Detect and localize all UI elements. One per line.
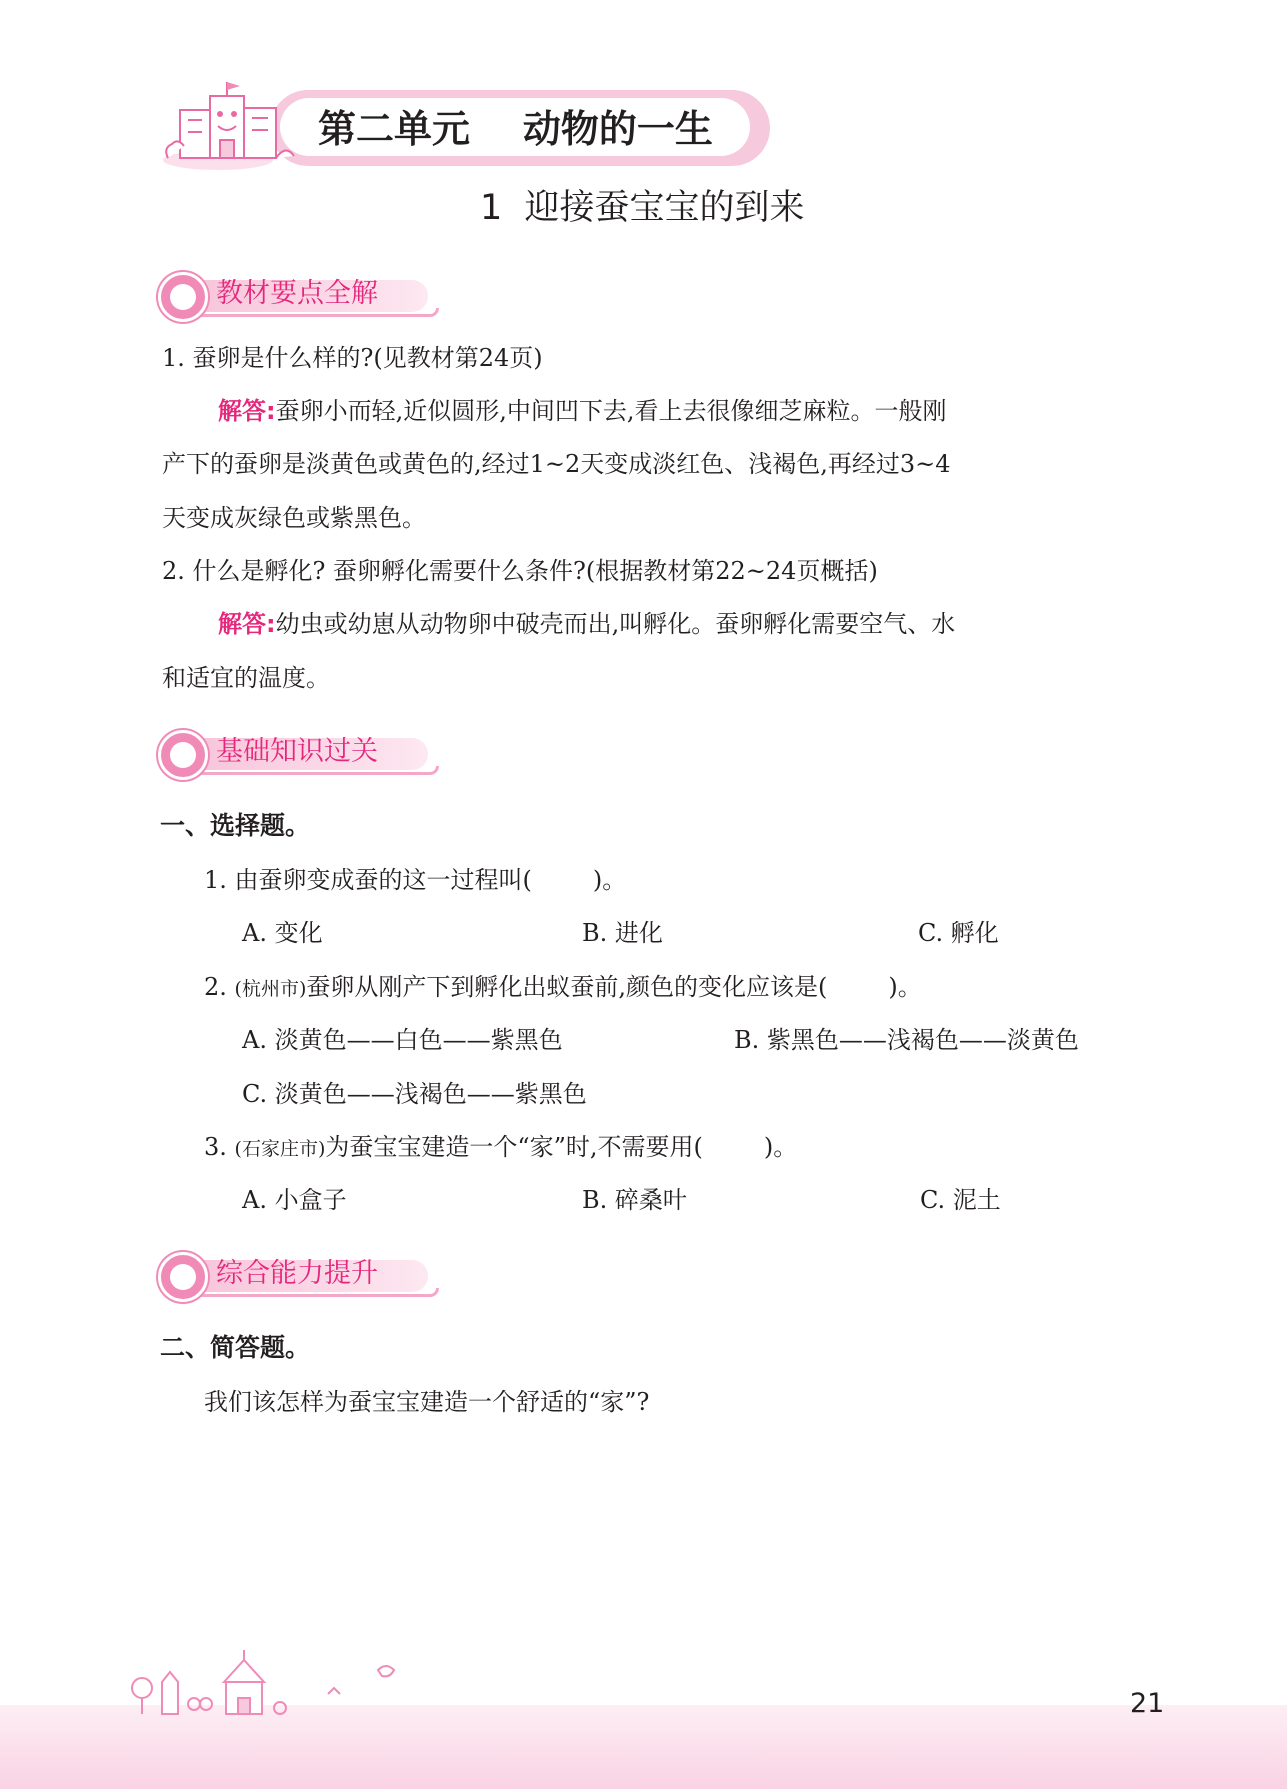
question-number: 3. xyxy=(204,1133,235,1161)
option-1c: C. 孵化 xyxy=(918,919,999,947)
option-2a: A. 淡黄色——白色——紫黑色 xyxy=(242,1026,563,1054)
choice-question-1: 1. 由蚕卵变成蚕的这一过程叫( )。 xyxy=(204,866,627,894)
answer-2-line-2: 和适宜的温度。 xyxy=(162,664,330,692)
owl-face-icon xyxy=(158,272,208,322)
lesson-title: 1 迎接蚕宝宝的到来 xyxy=(480,188,805,228)
option-1b: B. 进化 xyxy=(582,919,663,947)
answer-label: 解答: xyxy=(218,397,276,425)
section-title: 教材要点全解 xyxy=(216,278,378,309)
option-3b: B. 碎桑叶 xyxy=(582,1186,687,1214)
answer-1-line-2: 产下的蚕卵是淡黄色或黄色的,经过1~2天变成淡红色、浅褐色,再经过3~4 xyxy=(162,450,951,478)
answer-2-line-1 xyxy=(218,606,955,642)
cartoon-face-icon xyxy=(158,1252,208,1302)
question-text: 蚕卵从刚产下到孵化出蚁蚕前,颜色的变化应该是( )。 xyxy=(306,973,922,1001)
question-1: 1. 蚕卵是什么样的?(见教材第24页) xyxy=(162,344,543,372)
section-header-comprehensive xyxy=(158,1252,438,1298)
girl-face-icon xyxy=(158,730,208,780)
section-header-basics xyxy=(158,730,438,776)
unit-banner xyxy=(158,78,778,178)
answer-text: 蚕卵小而轻,近似圆形,中间凹下去,看上去很像细芝麻粒。一般刚 xyxy=(275,397,947,425)
section-header-key-points xyxy=(158,272,438,318)
question-text: 为蚕宝宝建造一个“家”时,不需要用( )。 xyxy=(325,1133,798,1161)
answer-1-line-3: 天变成灰绿色或紫黑色。 xyxy=(162,504,426,532)
question-source: (杭州市) xyxy=(234,978,307,1000)
choice-question-2 xyxy=(204,969,922,1007)
short-answer-question: 我们该怎样为蚕宝宝建造一个舒适的“家”? xyxy=(204,1388,650,1416)
unit-title: 第二单元 动物的一生 xyxy=(318,107,713,151)
option-2c: C. 淡黄色——浅褐色——紫黑色 xyxy=(242,1080,587,1108)
answer-1-line-1 xyxy=(218,393,947,429)
answer-label: 解答: xyxy=(218,610,276,638)
option-3c: C. 泥土 xyxy=(920,1186,1001,1214)
choice-question-3 xyxy=(204,1129,797,1167)
short-answer-heading: 二、简答题。 xyxy=(160,1333,311,1362)
question-number: 2. xyxy=(204,973,235,1001)
question-source: (石家庄市) xyxy=(234,1138,326,1160)
section-title: 基础知识过关 xyxy=(216,736,378,767)
answer-text: 幼虫或幼崽从动物卵中破壳而出,叫孵化。蚕卵孵化需要空气、水 xyxy=(275,610,956,638)
option-2b: B. 紫黑色——浅褐色——淡黄色 xyxy=(734,1026,1079,1054)
choice-heading: 一、选择题。 xyxy=(160,811,311,840)
question-2: 2. 什么是孵化? 蚕卵孵化需要什么条件?(根据教材第22~24页概括) xyxy=(162,557,878,585)
town-illustration-icon xyxy=(120,1648,420,1718)
school-building-icon xyxy=(158,78,318,178)
section-title: 综合能力提升 xyxy=(216,1258,378,1289)
option-3a: A. 小盒子 xyxy=(242,1186,347,1214)
page-number: 21 xyxy=(1130,1688,1165,1719)
option-1a: A. 变化 xyxy=(242,919,323,947)
